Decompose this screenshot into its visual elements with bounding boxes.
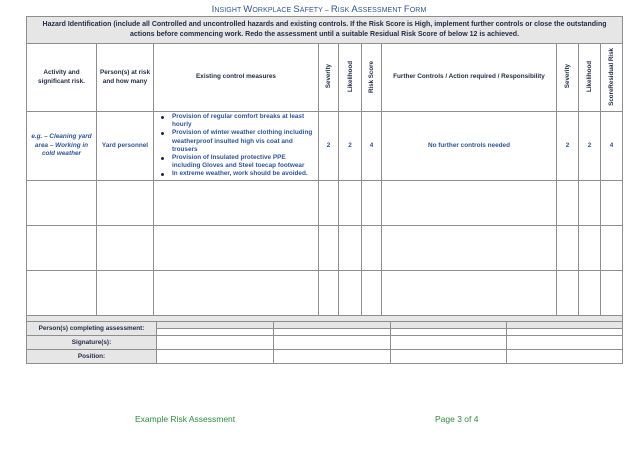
table-cell[interactable] [382,225,557,270]
position-field[interactable] [507,350,623,364]
example-further-controls: No further controls needed [382,112,557,181]
example-row [27,112,623,181]
header-severity: Severity [319,44,339,112]
blank-row [27,225,623,270]
header-residual-severity: Severity [557,44,579,112]
title-letter: R [330,4,338,15]
table-cell[interactable] [154,270,319,315]
example-residual-score: 4 [601,112,623,181]
example-likelihood: 2 [339,112,362,181]
table-cell[interactable] [319,180,339,225]
persons-completing-label: Person(s) completing assessment: [27,322,157,336]
risk-assessment-table [26,16,623,329]
table-cell[interactable] [339,225,362,270]
example-residual-likelihood: 2 [579,112,601,181]
persons-field[interactable] [507,322,623,336]
title-letter: S [293,4,300,15]
table-cell[interactable] [27,180,97,225]
position-label: Position: [27,350,157,364]
title-part: AFETY – [299,7,331,14]
header-risk-score: Risk Score [362,44,382,112]
signature-field[interactable] [274,336,391,350]
title-part: NSIGHT [214,7,244,14]
table-cell[interactable] [557,180,579,225]
table-cell[interactable] [601,270,623,315]
signature-field[interactable] [157,336,274,350]
title-part: ISK [337,7,352,14]
table-cell[interactable] [557,270,579,315]
control-item: In extreme weather, work should be avoided. [156,170,314,178]
example-residual-severity: 2 [557,112,579,181]
position-field[interactable] [391,350,507,364]
table-cell[interactable] [579,180,601,225]
table-cell[interactable] [362,270,382,315]
control-item: Provision of Insulated protective PPE including Gloves and Steel toecap footwear [156,154,314,170]
signoff-row [27,350,623,364]
header-persons: Person(s) at risk and how many [97,44,154,112]
table-cell[interactable] [579,270,601,315]
table-cell[interactable] [319,270,339,315]
table-cell[interactable] [27,225,97,270]
header-further-controls: Further Controls / Action required / Responsibility [382,44,557,112]
header-residual-score: ScoreResidual Risk [601,44,623,112]
title-letter: F [403,4,410,15]
hazard-identification-intro: Hazard Identification (include all Controlled and uncontrolled hazards and existing controls. If the Risk Score is High, implement further controls or close the outstanding actions before commencing work. Redo the assessment until a suitable Residual Risk Score of below 12 is achieved. [27,17,623,44]
position-field[interactable] [157,350,274,364]
position-field[interactable] [274,350,391,364]
table-cell[interactable] [557,225,579,270]
signoff-row [27,322,623,336]
table-cell[interactable] [382,180,557,225]
table-cell[interactable] [601,180,623,225]
example-controls [154,112,319,181]
header-row [27,44,623,112]
title-letter: A [351,4,358,15]
signoff-row [27,336,623,350]
control-item: Provision of regular comfort breaks at least hourly [156,113,314,129]
title-part: ORM [409,7,427,14]
signature-field[interactable] [391,336,507,350]
table-cell[interactable] [97,180,154,225]
header-likelihood: Likelihood [339,44,362,112]
table-cell[interactable] [97,270,154,315]
footer-document-name: Example Risk Assessment [135,414,236,424]
example-persons: Yard personnel [97,112,154,181]
title-letter: I [211,4,215,15]
blank-row [27,180,623,225]
persons-field[interactable] [157,322,274,336]
table-cell[interactable] [339,270,362,315]
persons-field[interactable] [391,322,507,336]
table-cell[interactable] [154,180,319,225]
title-part: SSESSMENT [357,7,404,14]
table-cell[interactable] [362,225,382,270]
title-part: ORKPLACE [252,7,294,14]
persons-field[interactable] [274,322,391,336]
table-cell[interactable] [154,225,319,270]
example-severity: 2 [319,112,339,181]
table-cell[interactable] [97,225,154,270]
header-activity: Activity and significant risk. [27,44,97,112]
table-cell[interactable] [27,270,97,315]
header-residual-likelihood: Likelihood [579,44,601,112]
control-item: Provision of winter weather clothing including weatherproof insulted high vis coat and trousers [156,129,314,154]
blank-row [27,270,623,315]
signoff-table [26,321,623,364]
table-cell[interactable] [339,180,362,225]
table-cell[interactable] [579,225,601,270]
document-title [0,4,638,15]
header-controls: Existing control measures [154,44,319,112]
example-risk-score: 4 [362,112,382,181]
signature-label: Signature(s): [27,336,157,350]
example-activity: e.g. – Cleaning yard area – Working in cold weather [27,112,97,181]
footer-page-number: Page 3 of 4 [435,414,479,424]
table-cell[interactable] [319,225,339,270]
signature-field[interactable] [507,336,623,350]
table-cell[interactable] [382,270,557,315]
table-cell[interactable] [601,225,623,270]
table-cell[interactable] [362,180,382,225]
title-letter: W [243,4,253,15]
